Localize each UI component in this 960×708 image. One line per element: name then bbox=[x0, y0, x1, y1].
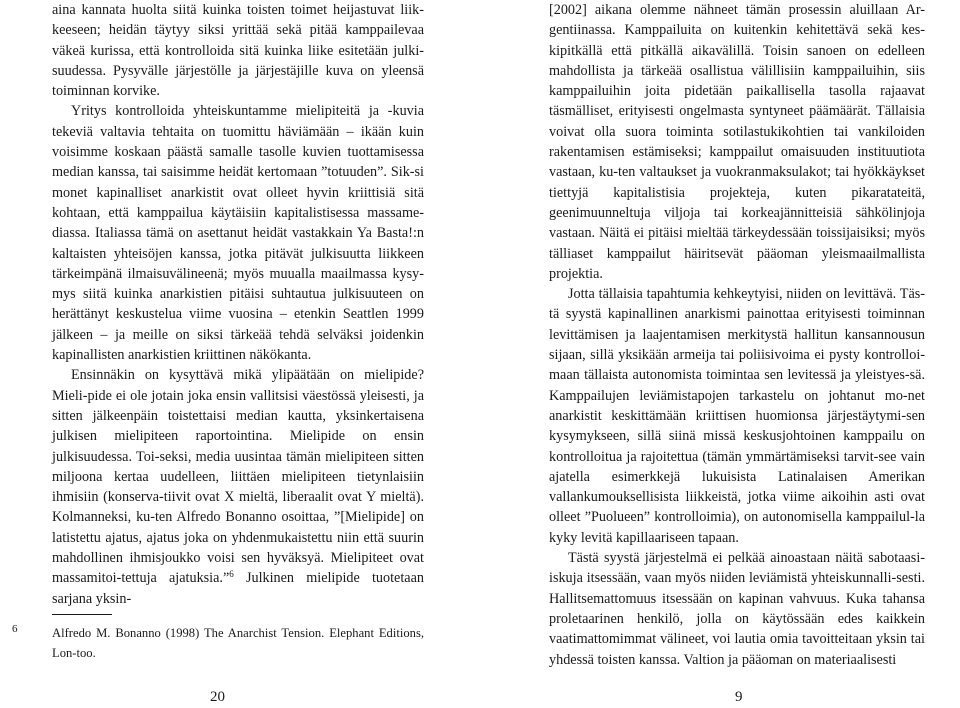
paragraph-text-tail: Julkinen mielipide tuotetaan sarjana yksin- bbox=[52, 570, 424, 607]
paragraph: aina kannata huolta siitä kuinka toisten toimet heijastuvat liik-keeseen; heidän täytyy siksi yrittää sekä pitää kamppailevaa väkeä kurissa, että kontrolloida sitä kuinka liike esitetään julki-suudessa. Pysyvälle järjestölle ja järjestäjille kuva on yleensä toiminnan korvike. bbox=[52, 2, 424, 100]
paragraph bbox=[52, 365, 424, 609]
paragraph: Tästä syystä järjestelmä ei pelkää ainoastaan näitä sabotaasi-iskuja itsessään, vaan myös niiden leviämistä yhteiskunnalli-sesti. Hallitsemattomuus itsessään on kapinan vahvuus. Kuka tahansa proletaarinen henkilö, jolla on käytössään edes kaikkein vaatimattomimmat välineet, voi lautia omia tavoitteitaan yksin tai yhdessä toisten kanssa. Valtion ja pääoman on materiaalisesti bbox=[549, 550, 925, 668]
footnote bbox=[12, 623, 424, 663]
page-number: 9 bbox=[735, 689, 743, 705]
paragraph: [2002] aikana olemme nähneet tämän prosessin aluillaan Ar-gentiinassa. Kamppailuita on kuitenkin kehitettävä sekä kes-kipitkällä että pitkällä aikavälillä. Toisin sanoen on edelleen mahdollista ja tärkeää osallistua välillisiin kamppailuihin, siis kamppailuihin joita pidetään paikallisella tasolla rajaavat täsmälliset, erityisesti ongelmasta syntyneet päämäärät. Tällaisia voivat olla suora toiminta sotilastukikohtien tai vankiloiden rakentamisen estämiseksi; kamppailut omaisuuden instituutiota vastaan, ku-ten valtaukset ja vuokranmaksulakot; tai hyökkäykset tiettyjä kapitalistisia projekteja, kuten pikaratateitä, geenimuunneltuja viljoja tai korkeajännitteisiä sähkölinjoja vastaan. Näitä ei pitäisi mieltää tärkeydessään toissijaisiksi; myös tälliaset kamppailut häiritsevät pääoman yleismaailmallista projektia. bbox=[549, 2, 925, 282]
right-text-column bbox=[549, 0, 925, 670]
page-number: 20 bbox=[210, 689, 225, 705]
footnote-reference[interactable]: 6 bbox=[229, 569, 234, 580]
paragraph: Yritys kontrolloida yhteiskuntamme mielipiteitä ja -kuvia tekeviä valtavia tehtaita on tuomittu häviämään – ikään kuin voisimme koskaan päästä samalle tasolle kuvien tuottamisessa median kanssa, tai saisimme heidät kertomaan ”totuuden”. Sik-si monet kapinalliset anarkistit ovat olleet hyvin kriittisiä sitä kohtaan, että kamppailua käytäisiin kapitalistisessa massame-diassa. Italiassa tämä on asettanut heidät vastakkain Ya Basta!:n kaltaisten yhteisöjen kanssa, jotka pitävät julkisuutta liikkeen tärkeimpänä ilmaisuvälineenä; myös muualla maailmassa kysy-mys siitä kuinka anarkistien pitäisi suhtautua julkisuuteen on herättänyt keskustelua viime vuosina – etenkin Seattlen 1999 jälkeen – ja meille on siksi tärkeää tehdä selväksi joidenkin kapinallisten anarkistien kriittinen näkökanta. bbox=[52, 103, 424, 364]
footnote-mark: 6 bbox=[12, 623, 18, 635]
right-page bbox=[480, 0, 960, 708]
paragraph-text: Ensinnäkin on kysyttävä mikä ylipäätään on mielipide? Mieli-pide ei ole jotain joka ensin vallitsisi väestössä yleisesti, ja sitten jälkeenpäin toistettaisi median kautta, yksinkertaisena julkisen mielipiteen raportointina. Mielipide on ensin julkisuudessa. Toi-seksi, media uusintaa tämän mielipiteen sitten miljoona kertaa uudelleen, liittäen mielipiteen tietynlaisiin ihmisiin (konserva-tiivit ovat X mieltä, liberaalit ovat Y mieltä). Kolmanneksi, ku-ten Alfredo Bonanno osoittaa, ”[Mielipide] on latistettu ajatus, ajatus joka on yhdenmukaistettu niin että suurin mahdollinen ihmisjoukko voisi sen hyväksyä. Mielipiteet ovat massamitoi-tettuja ajatuksia.” bbox=[52, 367, 424, 587]
paragraph: Jotta tällaisia tapahtumia kehkeytyisi, niiden on levittävä. Täs-tä syystä kapinallinen anarkismi painottaa erityisesti toiminnan levittämisen ja laajentamisen merkitystä hallitun kansannousun sijaan, sillä yksikään armeija tai poliisivoima ei pysty kontrolloi-maan tällaista autonomista toimintaa sen levitessä ja yleistyes-sä. Kamppailujen leviämistapojen tarkastelu on johtanut mo-net anarkistit keskittämään kriittisen huomionsa järjestäytymi-sen kysymykseen, sillä siinä missä keskusjohtoinen kamppailu on kontrolloitua ja rajoitettua (tämän ymmärtämiseksi tarvit-see vain ajatella esimerkkejä lukuisista Latinalaisen Amerikan vallankumouksellisista liikkeistä, jotka viime aikoihin asti ovat olleet ”Puolueen” kontrolloimia), on autonomisella kamppailul-la kyky levitä kapillaariseen tapaan. bbox=[549, 286, 925, 546]
footnote-separator bbox=[52, 614, 112, 615]
left-text-column bbox=[52, 0, 424, 609]
footnote-text: Alfredo M. Bonanno (1998) The Anarchist Tension. Elephant Editions, Lon-too. bbox=[52, 626, 424, 660]
